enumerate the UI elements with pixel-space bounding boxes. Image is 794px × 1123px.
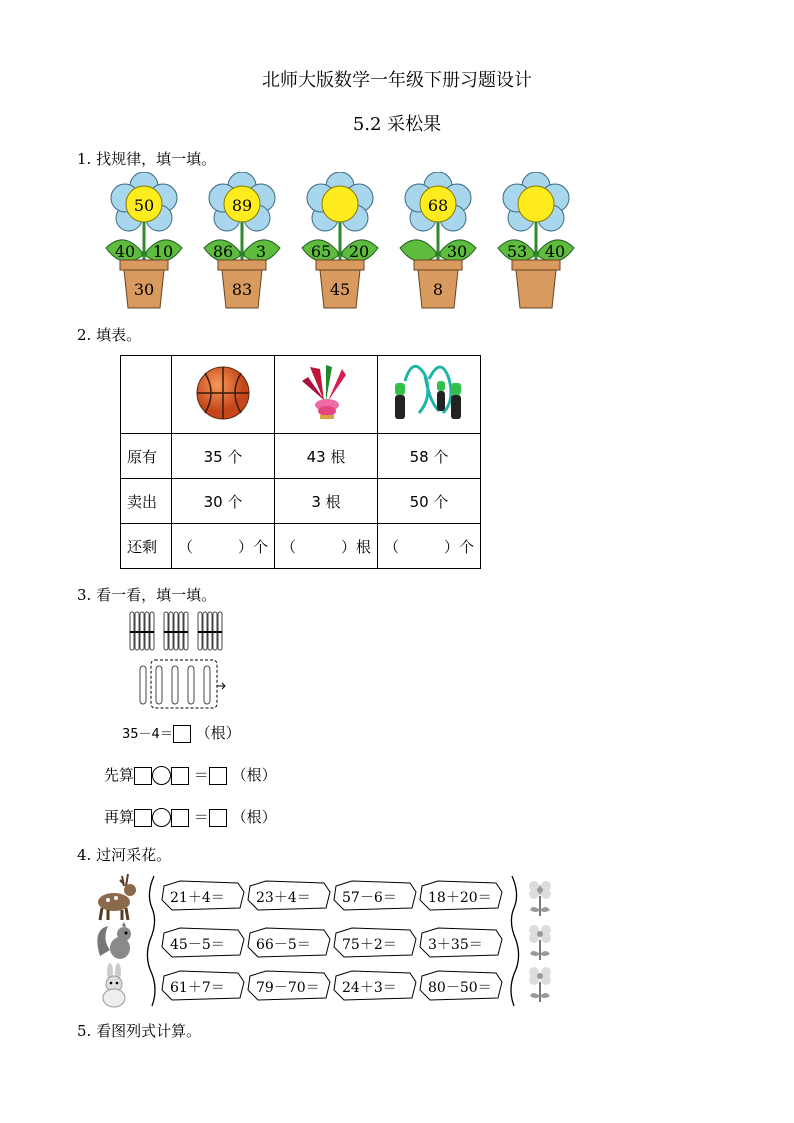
left-river-bank — [144, 874, 158, 1008]
stepping-stone[interactable] — [418, 880, 504, 912]
stepping-stone[interactable] — [246, 880, 332, 912]
number-flower — [202, 172, 282, 312]
pot-number: 30 — [133, 280, 155, 299]
answer-box[interactable] — [171, 767, 189, 785]
right-leaf-number: 40 — [544, 242, 566, 261]
deer-icon — [98, 874, 136, 920]
first-step-label: 先算 — [104, 766, 135, 784]
flower-center-number: 68 — [427, 196, 449, 215]
flowers-column — [524, 876, 558, 1008]
unit-text: （根） — [195, 724, 241, 742]
question-2-label: 2. 填表。 — [77, 326, 142, 344]
basketball-icon — [193, 363, 253, 423]
stone-equation: 79－70＝ — [256, 980, 320, 996]
left-leaf-number: 53 — [506, 242, 528, 261]
row-label: 原有 — [121, 434, 172, 479]
number-flower — [398, 172, 478, 312]
equals-sign: ＝ — [193, 766, 209, 784]
pot-number: 8 — [432, 280, 444, 299]
stepping-stone[interactable] — [332, 880, 418, 912]
right-leaf-number: 30 — [446, 242, 468, 261]
right-leaf-number: 20 — [348, 242, 370, 261]
answer-box[interactable] — [134, 767, 152, 785]
question-3-label: 3. 看一看，填一填。 — [77, 586, 217, 604]
stepping-stone[interactable] — [418, 927, 504, 959]
question-4-label: 4. 过河采花。 — [77, 846, 172, 864]
left-leaf-number: 65 — [310, 242, 332, 261]
table-cell: 30 个 — [172, 479, 275, 524]
answer-box[interactable] — [171, 809, 189, 827]
jump-rope-cell — [378, 356, 481, 434]
table-corner-cell — [121, 356, 172, 434]
stepping-stone[interactable] — [246, 970, 332, 1002]
pot-number: 83 — [231, 280, 253, 299]
stone-equation: 57－6＝ — [342, 890, 397, 906]
table-cell: 58 个 — [378, 434, 481, 479]
row-label: 还剩 — [121, 524, 172, 569]
second-step-label: 再算 — [104, 808, 135, 826]
stone-equation: 61＋7＝ — [170, 980, 225, 996]
page-title: 北师大版数学一年级下册习题设计 — [262, 70, 532, 91]
equals-sign: ＝ — [193, 808, 209, 826]
equation-line — [122, 722, 241, 743]
stepping-stone[interactable] — [160, 880, 246, 912]
stepping-stone[interactable] — [332, 970, 418, 1002]
table-cell: 50 个 — [378, 479, 481, 524]
left-leaf-number: 40 — [114, 242, 136, 261]
stone-equation: 3＋35＝ — [428, 937, 483, 953]
stepping-stone[interactable] — [160, 927, 246, 959]
answer-cell[interactable]: （ ）个 — [378, 524, 481, 569]
stone-equation: 45－5＝ — [170, 937, 225, 953]
right-leaf-number: 10 — [152, 242, 174, 261]
stepping-stone[interactable] — [160, 970, 246, 1002]
number-flower — [104, 172, 184, 312]
right-river-bank — [508, 874, 522, 1008]
answer-cell[interactable]: （ ）个 — [172, 524, 275, 569]
pot-number: 45 — [329, 280, 351, 299]
shuttlecock-icon — [296, 361, 356, 425]
question-5-label: 5. 看图列式计算。 — [77, 1022, 202, 1040]
jump-rope-icon — [389, 361, 469, 425]
fill-table — [120, 355, 481, 569]
stone-equation: 18＋20＝ — [428, 890, 492, 906]
flower-icon — [529, 925, 551, 960]
table-cell: 3 根 — [275, 479, 378, 524]
lesson-subtitle: 5.2 采松果 — [352, 114, 442, 135]
flower-center-number: 89 — [231, 196, 253, 215]
operator-circle[interactable] — [152, 766, 171, 785]
basketball-cell — [172, 356, 275, 434]
answer-cell[interactable]: （ ）根 — [275, 524, 378, 569]
shuttlecock-cell — [275, 356, 378, 434]
flower-center-number: 50 — [133, 196, 155, 215]
answer-box[interactable] — [209, 809, 227, 827]
table-cell: 35 个 — [172, 434, 275, 479]
row-label: 卖出 — [121, 479, 172, 524]
unit-text: （根） — [231, 808, 277, 826]
sticks-bundle-illustration — [128, 610, 228, 710]
stone-equation: 21＋4＝ — [170, 890, 225, 906]
equation-text: 35－4＝ — [122, 727, 173, 742]
stone-equation: 24＋3＝ — [342, 980, 397, 996]
answer-box[interactable] — [209, 767, 227, 785]
operator-circle[interactable] — [152, 808, 171, 827]
stepping-stone[interactable] — [418, 970, 504, 1002]
stone-equation: 66－5＝ — [256, 937, 311, 953]
question-1-label: 1. 找规律，填一填。 — [77, 150, 217, 168]
first-step-line — [104, 764, 277, 785]
squirrel-icon — [97, 922, 131, 959]
stepping-stone[interactable] — [332, 927, 418, 959]
left-leaf-number: 86 — [212, 242, 234, 261]
animals-column — [92, 872, 146, 1008]
number-flower — [496, 172, 576, 312]
number-flower — [300, 172, 380, 312]
table-cell: 43 根 — [275, 434, 378, 479]
stone-equation: 75＋2＝ — [342, 937, 397, 953]
answer-box[interactable] — [173, 725, 191, 743]
stepping-stone[interactable] — [246, 927, 332, 959]
stone-equation: 80－50＝ — [428, 980, 492, 996]
right-leaf-number: 3 — [255, 242, 267, 261]
flower-icon — [529, 881, 551, 916]
answer-box[interactable] — [134, 809, 152, 827]
stone-equation: 23＋4＝ — [256, 890, 311, 906]
flower-icon — [529, 967, 551, 1002]
unit-text: （根） — [231, 766, 277, 784]
second-step-line — [104, 806, 277, 827]
rabbit-icon — [103, 963, 125, 1007]
